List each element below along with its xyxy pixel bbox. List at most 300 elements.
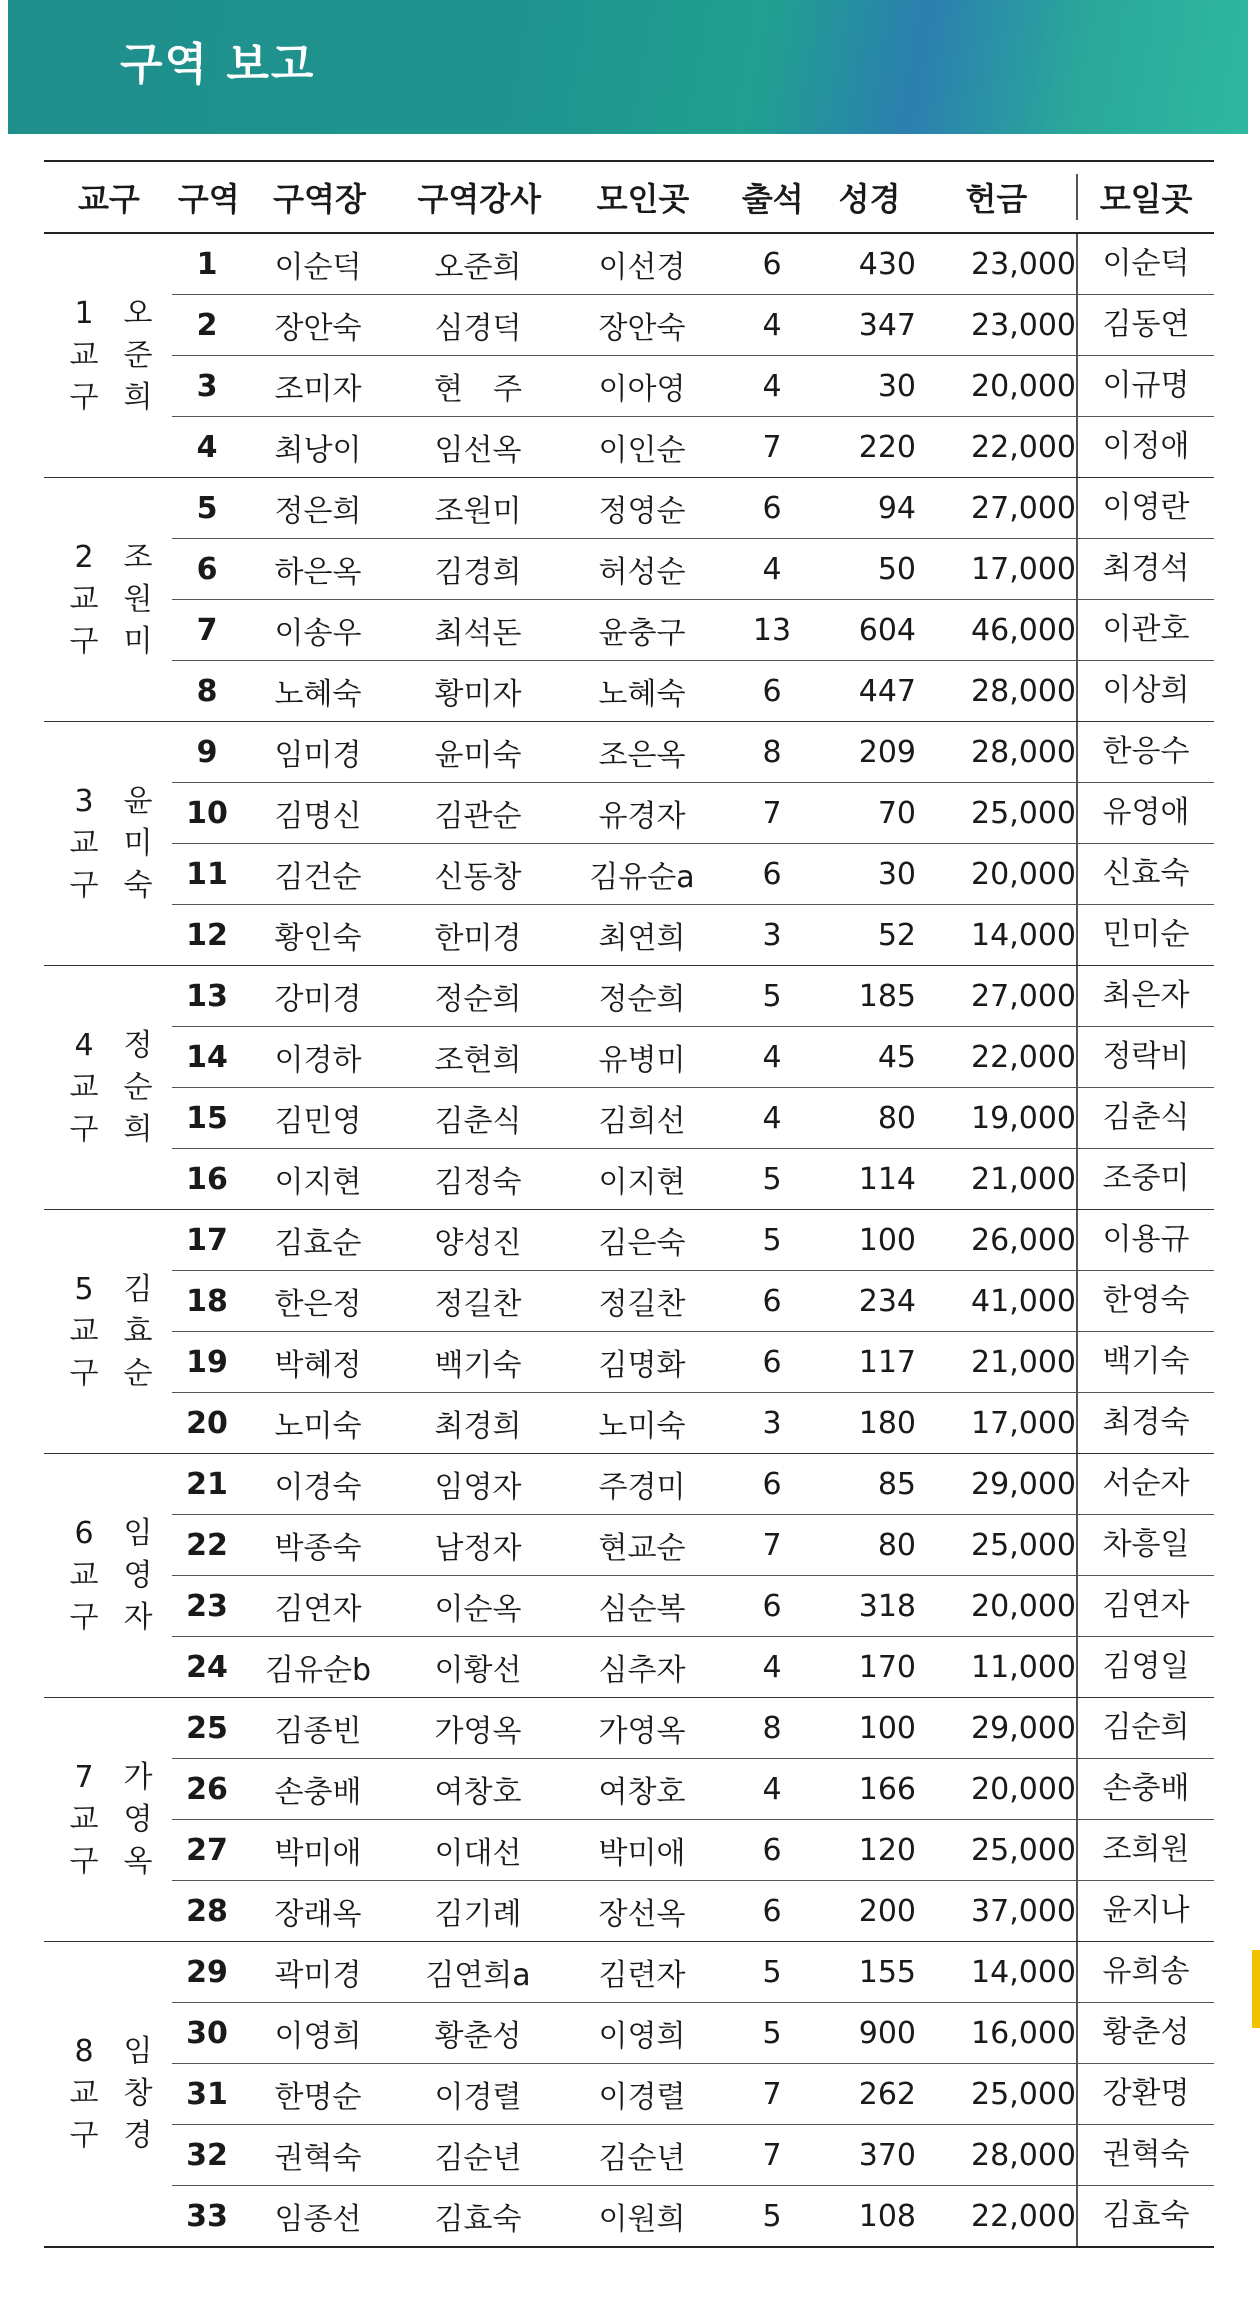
- pastor-name-char: 순: [123, 1069, 153, 1105]
- pastor-name-char: 김: [123, 1271, 153, 1307]
- district-number: 3: [196, 368, 218, 404]
- meeting-place: 허성순: [598, 555, 686, 590]
- offering: 20,000: [971, 1771, 1076, 1807]
- offering: 21,000: [971, 1161, 1076, 1197]
- table-row: [172, 1759, 1214, 1820]
- bible-count: 447: [858, 673, 916, 709]
- pastor-name-char: 경: [123, 2118, 153, 2153]
- table-row: [172, 356, 1214, 417]
- district-number: 8: [196, 673, 218, 709]
- district-leader: 곽미경: [274, 1958, 362, 1993]
- bible-count: 370: [858, 2137, 916, 2173]
- district-leader: 박미애: [274, 1836, 362, 1871]
- parish-number: [66, 1513, 102, 1639]
- bible-count: 347: [858, 307, 916, 343]
- offering: 21,000: [971, 1344, 1076, 1380]
- district-number: 20: [186, 1405, 228, 1441]
- table-row: [172, 1820, 1214, 1881]
- district-teacher: 가영옥: [434, 1714, 522, 1749]
- next-place: 유영애: [1076, 783, 1214, 843]
- offering: 20,000: [971, 368, 1076, 404]
- meeting-place: 정길찬: [598, 1287, 686, 1322]
- bible-count: 234: [858, 1283, 916, 1319]
- table-row: [172, 1332, 1214, 1393]
- district-teacher: 현 주: [434, 372, 522, 407]
- next-place: 이관호: [1076, 600, 1214, 660]
- meeting-place: 현교순: [598, 1531, 686, 1566]
- district-leader: 한은정: [274, 1287, 362, 1322]
- bible-count: 170: [858, 1649, 916, 1685]
- next-place: 김순희: [1076, 1698, 1214, 1758]
- district-number: 30: [186, 2015, 228, 2051]
- parish-pastor-name: [120, 781, 156, 907]
- bible-count: 209: [858, 734, 916, 770]
- meeting-place: 주경미: [598, 1470, 686, 1505]
- attendance: 4: [762, 1771, 782, 1807]
- district-leader: 황인숙: [274, 921, 362, 956]
- parish-group: [44, 722, 1214, 966]
- district-leader: 권혁숙: [274, 2141, 362, 2176]
- offering: 28,000: [971, 2137, 1076, 2173]
- parish-label: [44, 1454, 172, 1697]
- table-row: [172, 2003, 1214, 2064]
- parish-label-char: 5: [74, 1271, 94, 1307]
- district-teacher: 정길찬: [434, 1287, 522, 1322]
- header-meeting-place: 모인곳: [596, 180, 690, 218]
- offering: 22,000: [971, 2198, 1076, 2234]
- district-leader: 노미숙: [274, 1409, 362, 1444]
- next-place: 김춘식: [1076, 1088, 1214, 1148]
- pastor-name-char: 오: [123, 295, 153, 331]
- district-number: 10: [186, 795, 228, 831]
- parish-label-char: 구: [69, 1599, 99, 1635]
- parish-number: [66, 1757, 102, 1883]
- meeting-place: 이원희: [598, 2202, 686, 2237]
- district-teacher: 이황선: [434, 1653, 522, 1688]
- parish-label: [44, 234, 172, 477]
- table-row: [172, 2186, 1214, 2246]
- district-teacher: 여창호: [434, 1775, 522, 1810]
- header-next-place: 모일곳: [1076, 174, 1214, 220]
- district-number: 22: [186, 1527, 228, 1563]
- district-leader: 이지현: [274, 1165, 362, 1200]
- pastor-name-char: 영: [123, 1801, 153, 1837]
- pastor-name-char: 자: [123, 1599, 153, 1635]
- table-row: [172, 1942, 1214, 2003]
- offering: 22,000: [971, 429, 1076, 465]
- district-number: 4: [196, 429, 218, 465]
- pastor-name-char: 효: [123, 1313, 153, 1349]
- next-place: 최경석: [1076, 539, 1214, 599]
- district-number: 1: [196, 246, 218, 282]
- pastor-name-char: 미: [123, 623, 153, 659]
- attendance: 7: [762, 795, 782, 831]
- district-leader: 이송우: [274, 616, 362, 651]
- table-row: [172, 722, 1214, 783]
- attendance: 6: [762, 1466, 782, 1502]
- parish-label: [44, 722, 172, 965]
- offering: 25,000: [971, 795, 1076, 831]
- bible-count: 166: [858, 1771, 916, 1807]
- district-teacher: 김정숙: [434, 1165, 522, 1200]
- parish-label-char: 7: [74, 1759, 94, 1795]
- district-leader: 한명순: [274, 2080, 362, 2115]
- meeting-place: 이아영: [598, 372, 686, 407]
- district-leader: 박종숙: [274, 1531, 362, 1566]
- district-leader: 장래옥: [274, 1897, 362, 1932]
- parish-label-char: 3: [74, 783, 94, 819]
- district-leader: 하은옥: [274, 555, 362, 590]
- district-teacher: 정순희: [434, 982, 522, 1017]
- attendance: 3: [762, 1405, 782, 1441]
- parish-label-char: 구: [69, 623, 99, 659]
- next-place: 최경숙: [1076, 1393, 1214, 1453]
- next-place: 유희송: [1076, 1942, 1214, 2002]
- pastor-name-char: 임: [123, 1515, 153, 1551]
- bible-count: 180: [858, 1405, 916, 1441]
- offering: 17,000: [971, 551, 1076, 587]
- next-place: 조희원: [1076, 1820, 1214, 1880]
- parish-label-char: 교: [69, 825, 99, 861]
- bible-count: 52: [877, 917, 916, 953]
- offering: 29,000: [971, 1466, 1076, 1502]
- offering: 26,000: [971, 1222, 1076, 1258]
- bible-count: 100: [858, 1710, 916, 1746]
- district-leader: 김명신: [274, 799, 362, 834]
- meeting-place: 김유순a: [589, 860, 695, 895]
- parish-group: [44, 1210, 1214, 1454]
- table-row: [172, 1149, 1214, 1209]
- attendance: 6: [762, 1832, 782, 1868]
- parish-label: [44, 966, 172, 1209]
- attendance: 7: [762, 2137, 782, 2173]
- next-place: 윤지나: [1076, 1881, 1214, 1941]
- next-place: 이영란: [1076, 478, 1214, 538]
- bible-count: 318: [858, 1588, 916, 1624]
- district-leader: 임미경: [274, 738, 362, 773]
- header-leader: 구역장: [273, 180, 366, 218]
- pastor-name-char: 윤: [123, 783, 153, 819]
- parish-group: [44, 966, 1214, 1210]
- next-place: 권혁숙: [1076, 2125, 1214, 2185]
- table-row: [172, 1027, 1214, 1088]
- parish-pastor-name: [120, 2031, 156, 2157]
- offering: 14,000: [971, 917, 1076, 953]
- pastor-name-char: 영: [123, 1557, 153, 1593]
- offering: 25,000: [971, 1832, 1076, 1868]
- district-number: 15: [186, 1100, 228, 1136]
- district-number: 24: [186, 1649, 228, 1685]
- parish-number: [66, 293, 102, 419]
- bible-count: 30: [877, 856, 916, 892]
- bible-count: 200: [858, 1893, 916, 1929]
- district-teacher: 최석돈: [434, 616, 522, 651]
- district-teacher: 이순옥: [434, 1592, 522, 1627]
- bible-count: 155: [858, 1954, 916, 1990]
- parish-label-char: 8: [74, 2034, 94, 2069]
- next-place: 최은자: [1076, 966, 1214, 1026]
- parish-pastor-name: [120, 537, 156, 663]
- title-banner: [8, 0, 1248, 134]
- next-place: 이상희: [1076, 661, 1214, 721]
- attendance: 7: [762, 1527, 782, 1563]
- next-place: 황춘성: [1076, 2003, 1214, 2063]
- parish-number: [66, 2031, 102, 2157]
- next-place: 한영숙: [1076, 1271, 1214, 1331]
- meeting-place: 심순복: [598, 1592, 686, 1627]
- attendance: 7: [762, 429, 782, 465]
- district-teacher: 이경렬: [434, 2080, 522, 2115]
- offering: 23,000: [971, 307, 1076, 343]
- district-number: 5: [196, 490, 218, 526]
- offering: 22,000: [971, 1039, 1076, 1075]
- district-teacher: 조현희: [434, 1043, 522, 1078]
- meeting-place: 장안숙: [598, 311, 686, 346]
- district-teacher: 김경희: [434, 555, 522, 590]
- bible-count: 900: [858, 2015, 916, 2051]
- next-place: 민미순: [1076, 905, 1214, 965]
- district-teacher: 심경덕: [434, 311, 522, 346]
- page-title: 구역 보고: [120, 39, 316, 90]
- attendance: 6: [762, 673, 782, 709]
- meeting-place: 심추자: [598, 1653, 686, 1688]
- attendance: 6: [762, 1893, 782, 1929]
- parish-label-char: 구: [69, 2118, 99, 2153]
- parish-number: [66, 1269, 102, 1395]
- parish-pastor-name: [120, 1757, 156, 1883]
- meeting-place: 윤충구: [598, 616, 686, 651]
- report-table: [44, 160, 1214, 2248]
- table-row: [172, 234, 1214, 295]
- offering: 28,000: [971, 673, 1076, 709]
- parish-pastor-name: [120, 1025, 156, 1151]
- district-leader: 이순덕: [274, 250, 362, 285]
- attendance: 7: [762, 2076, 782, 2112]
- attendance: 6: [762, 1283, 782, 1319]
- table-row: [172, 661, 1214, 721]
- meeting-place: 이경렬: [598, 2080, 686, 2115]
- meeting-place: 유병미: [598, 1043, 686, 1078]
- table-row: [172, 783, 1214, 844]
- district-teacher: 윤미숙: [434, 738, 522, 773]
- header-teacher: 구역강사: [417, 180, 542, 218]
- table-row: [172, 1698, 1214, 1759]
- district-leader: 김효순: [274, 1226, 362, 1261]
- offering: 20,000: [971, 856, 1076, 892]
- attendance: 4: [762, 551, 782, 587]
- meeting-place: 김명화: [598, 1348, 686, 1383]
- district-leader: 김유순b: [265, 1653, 371, 1688]
- attendance: 6: [762, 1588, 782, 1624]
- parish-label-char: 2: [74, 539, 94, 575]
- table-row: [172, 905, 1214, 965]
- bible-count: 120: [858, 1832, 916, 1868]
- district-leader: 김민영: [274, 1104, 362, 1139]
- district-number: 29: [186, 1954, 228, 1990]
- parish-label-char: 6: [74, 1515, 94, 1551]
- pastor-name-char: 희: [123, 379, 153, 415]
- parish-label: [44, 478, 172, 721]
- meeting-place: 이영희: [598, 2019, 686, 2054]
- attendance: 8: [762, 1710, 782, 1746]
- attendance: 13: [752, 612, 792, 648]
- parish-label-char: 교: [69, 1557, 99, 1593]
- district-leader: 박혜정: [274, 1348, 362, 1383]
- district-number: 11: [186, 856, 228, 892]
- table-row: [172, 2125, 1214, 2186]
- district-number: 33: [186, 2198, 228, 2234]
- district-teacher: 김관순: [434, 799, 522, 834]
- offering: 46,000: [971, 612, 1076, 648]
- pastor-name-char: 임: [123, 2034, 153, 2069]
- parish-group: [44, 1454, 1214, 1698]
- district-number: 14: [186, 1039, 228, 1075]
- pastor-name-char: 원: [123, 581, 153, 617]
- district-teacher: 최경희: [434, 1409, 522, 1444]
- table-row: [172, 417, 1214, 477]
- district-teacher: 한미경: [434, 921, 522, 956]
- page-edge-tab: [1252, 1950, 1260, 2028]
- table-row: [172, 966, 1214, 1027]
- parish-group: [44, 234, 1214, 478]
- district-teacher: 김춘식: [434, 1104, 522, 1139]
- meeting-place: 정영순: [598, 494, 686, 529]
- district-teacher: 오준희: [434, 250, 522, 285]
- meeting-place: 최연희: [598, 921, 686, 956]
- meeting-place: 가영옥: [598, 1714, 686, 1749]
- meeting-place: 정순희: [598, 982, 686, 1017]
- district-teacher: 황춘성: [434, 2019, 522, 2054]
- table-row: [172, 539, 1214, 600]
- parish-label-char: 구: [69, 1355, 99, 1391]
- district-number: 16: [186, 1161, 228, 1197]
- next-place: 차흥일: [1076, 1515, 1214, 1575]
- offering: 17,000: [971, 1405, 1076, 1441]
- parish-group: [44, 1698, 1214, 1942]
- district-teacher: 양성진: [434, 1226, 522, 1261]
- district-leader: 정은희: [274, 494, 362, 529]
- parish-pastor-name: [120, 1269, 156, 1395]
- bible-count: 604: [858, 612, 916, 648]
- attendance: 5: [762, 2198, 782, 2234]
- table-row: [172, 600, 1214, 661]
- offering: 14,000: [971, 1954, 1076, 1990]
- header-district: 구역: [177, 180, 240, 218]
- district-leader: 손충배: [274, 1775, 362, 1810]
- offering: 29,000: [971, 1710, 1076, 1746]
- header-bible: 성경: [838, 180, 901, 218]
- next-place: 조중미: [1076, 1149, 1214, 1209]
- district-leader: 최낭이: [274, 433, 362, 468]
- attendance: 4: [762, 368, 782, 404]
- attendance: 5: [762, 2015, 782, 2051]
- meeting-place: 김은숙: [598, 1226, 686, 1261]
- pastor-name-char: 숙: [123, 867, 153, 903]
- bible-count: 220: [858, 429, 916, 465]
- district-number: 25: [186, 1710, 228, 1746]
- parish-label-char: 교: [69, 581, 99, 617]
- meeting-place: 김순년: [598, 2141, 686, 2176]
- next-place: 정락비: [1076, 1027, 1214, 1087]
- header-offering: 헌금: [965, 180, 1028, 218]
- header-parish: 교구: [77, 180, 140, 218]
- offering: 41,000: [971, 1283, 1076, 1319]
- table-row: [172, 1271, 1214, 1332]
- table-row: [172, 1393, 1214, 1453]
- table-header: [44, 162, 1214, 234]
- district-number: 23: [186, 1588, 228, 1624]
- district-teacher: 김기례: [434, 1897, 522, 1932]
- offering: 11,000: [971, 1649, 1076, 1685]
- table-row: [172, 1881, 1214, 1941]
- district-teacher: 신동창: [434, 860, 522, 895]
- bible-count: 108: [858, 2198, 916, 2234]
- bible-count: 185: [858, 978, 916, 1014]
- attendance: 4: [762, 1649, 782, 1685]
- next-place: 이정애: [1076, 417, 1214, 477]
- offering: 25,000: [971, 1527, 1076, 1563]
- offering: 28,000: [971, 734, 1076, 770]
- district-number: 31: [186, 2076, 228, 2112]
- meeting-place: 노미숙: [598, 1409, 686, 1444]
- next-place: 이규명: [1076, 356, 1214, 416]
- district-teacher: 김순년: [434, 2141, 522, 2176]
- bible-count: 85: [877, 1466, 916, 1502]
- pastor-name-char: 순: [123, 1355, 153, 1391]
- bible-count: 80: [877, 1100, 916, 1136]
- pastor-name-char: 옥: [123, 1843, 153, 1879]
- district-number: 6: [196, 551, 218, 587]
- pastor-name-char: 조: [123, 539, 153, 575]
- bible-count: 50: [877, 551, 916, 587]
- meeting-place: 김희선: [598, 1104, 686, 1139]
- bible-count: 430: [858, 246, 916, 282]
- next-place: 김연자: [1076, 1576, 1214, 1636]
- bible-count: 117: [858, 1344, 916, 1380]
- parish-label-char: 교: [69, 1801, 99, 1837]
- next-place: 한응수: [1076, 722, 1214, 782]
- pastor-name-char: 희: [123, 1111, 153, 1147]
- table-body: [44, 234, 1214, 2246]
- district-teacher: 황미자: [434, 677, 522, 712]
- district-number: 2: [196, 307, 218, 343]
- district-leader: 노혜숙: [274, 677, 362, 712]
- meeting-place: 이선경: [598, 250, 686, 285]
- attendance: 4: [762, 1100, 782, 1136]
- district-leader: 조미자: [274, 372, 362, 407]
- bible-count: 100: [858, 1222, 916, 1258]
- bible-count: 30: [877, 368, 916, 404]
- parish-number: [66, 537, 102, 663]
- district-leader: 강미경: [274, 982, 362, 1017]
- next-place: 백기숙: [1076, 1332, 1214, 1392]
- meeting-place: 조은옥: [598, 738, 686, 773]
- offering: 23,000: [971, 246, 1076, 282]
- parish-label-char: 교: [69, 337, 99, 373]
- parish-group: [44, 1942, 1214, 2246]
- table-row: [172, 1637, 1214, 1697]
- bible-count: 80: [877, 1527, 916, 1563]
- bible-count: 114: [858, 1161, 916, 1197]
- parish-label-char: 교: [69, 2076, 99, 2111]
- header-attendance: 출석: [741, 180, 804, 218]
- attendance: 4: [762, 1039, 782, 1075]
- pastor-name-char: 준: [123, 337, 153, 373]
- meeting-place: 여창호: [598, 1775, 686, 1810]
- bible-count: 70: [877, 795, 916, 831]
- next-place: 김동연: [1076, 295, 1214, 355]
- next-place: 김효숙: [1076, 2186, 1214, 2246]
